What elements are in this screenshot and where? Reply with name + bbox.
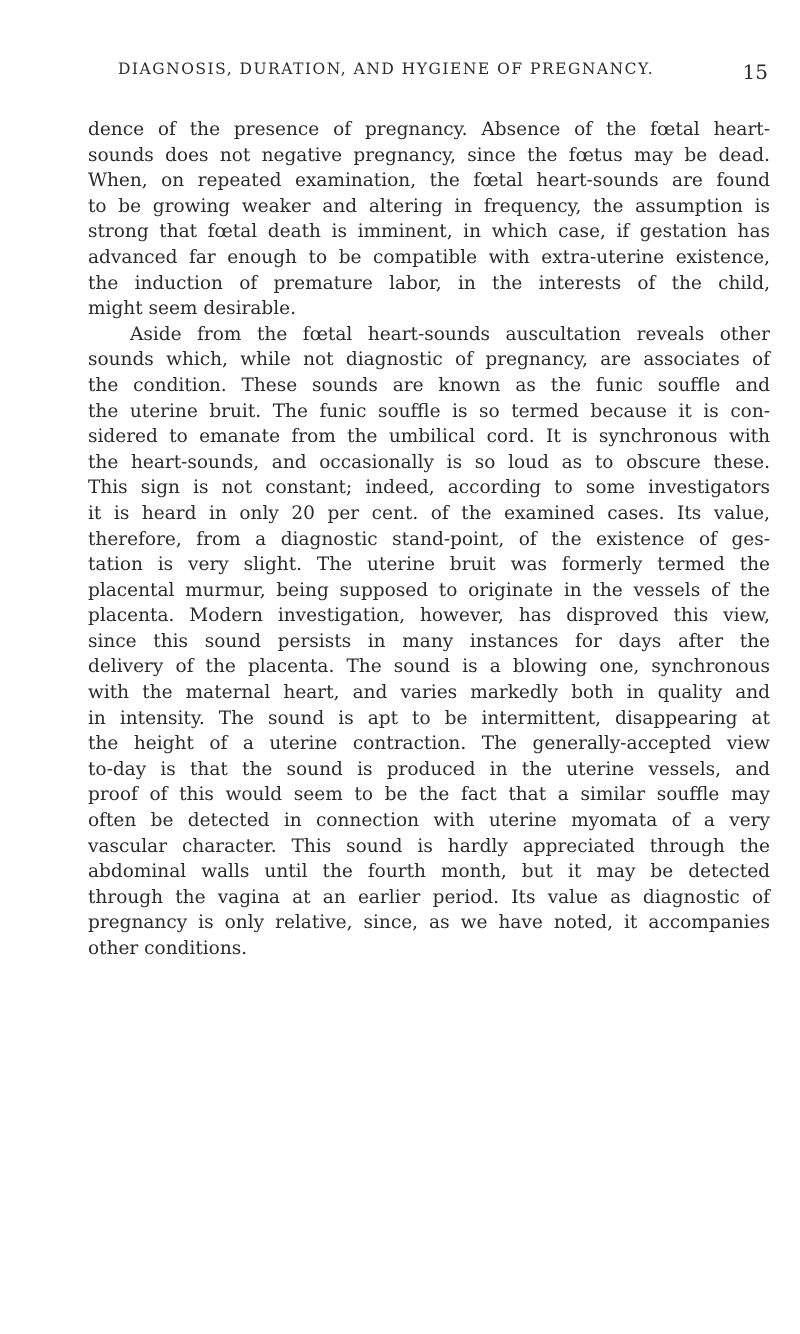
- text-line: since this sound persists in many instances for days after the: [88, 630, 770, 652]
- text-line: advanced far enough to be compatible with extra-uterine existence,: [88, 246, 770, 268]
- text-line: with the maternal heart, and varies markedly both in quality and: [88, 682, 770, 704]
- paragraph-1: [88, 117, 770, 322]
- text-line: the uterine bruit. The funic souffle is so termed because it is con-: [88, 400, 770, 422]
- text-line: through the vagina at an earlier period. Its value as diagnostic of: [88, 886, 770, 908]
- text-line: delivery of the placenta. The sound is a blowing one, synchronous: [88, 656, 770, 678]
- page-number: 15: [742, 60, 768, 84]
- text-line: Aside from the fœtal heart-sounds auscultation reveals other: [130, 323, 770, 345]
- text-line: to-day is that the sound is produced in the uterine vessels, and: [88, 758, 770, 780]
- text-line: to be growing weaker and altering in frequency, the assumption is: [88, 195, 770, 217]
- text-line: When, on repeated examination, the fœtal heart-sounds are found: [88, 170, 770, 192]
- text-line: often be detected in connection with uterine myomata of a very: [88, 810, 770, 832]
- body-text: [88, 117, 770, 962]
- text-line: the condition. These sounds are known as the funic souffle and: [88, 374, 770, 396]
- text-line: the induction of premature labor, in the interests of the child,: [88, 272, 770, 294]
- text-line: proof of this would seem to be the fact that a similar souffle may: [88, 784, 770, 806]
- text-line: vascular character. This sound is hardly appreciated through the: [88, 835, 770, 857]
- text-line: This sign is not constant; indeed, according to some investigators: [88, 477, 770, 499]
- text-line: placental murmur, being supposed to originate in the vessels of the: [88, 579, 770, 601]
- text-line: sounds which, while not diagnostic of pregnancy, are associates of: [88, 349, 770, 371]
- text-line: the heart-sounds, and occasionally is so loud as to obscure these.: [88, 451, 770, 473]
- text-line: it is heard in only 20 per cent. of the examined cases. Its value,: [88, 502, 770, 524]
- text-line: dence of the presence of pregnancy. Absence of the fœtal heart-: [88, 119, 770, 140]
- text-line: placenta. Modern investigation, however, has disproved this view,: [88, 605, 770, 627]
- text-line: therefore, from a diagnostic stand-point, of the existence of ges-: [88, 528, 770, 550]
- text-line: sounds does not negative pregnancy, since the fœtus may be dead.: [88, 144, 770, 166]
- text-line: other conditions.: [88, 938, 248, 959]
- text-line: tation is very slight. The uterine bruit was formerly termed the: [88, 554, 770, 576]
- running-head: [118, 60, 768, 90]
- text-line: in intensity. The sound is apt to be intermittent, disappearing at: [88, 707, 770, 729]
- text-line: might seem desirable.: [88, 298, 297, 320]
- text-line: the height of a uterine contraction. The generally-accepted view: [88, 733, 770, 755]
- text-line: sidered to emanate from the umbilical cord. It is synchronous with: [88, 426, 770, 448]
- paragraph-2: [88, 322, 770, 962]
- text-line: abdominal walls until the fourth month, but it may be detected: [88, 861, 770, 883]
- text-line: pregnancy is only relative, since, as we have noted, it accompanies: [88, 912, 770, 934]
- running-title: DIAGNOSIS, DURATION, AND HYGIENE OF PREGNANCY.: [118, 60, 655, 78]
- text-line: strong that fœtal death is imminent, in which case, if gestation has: [88, 221, 770, 243]
